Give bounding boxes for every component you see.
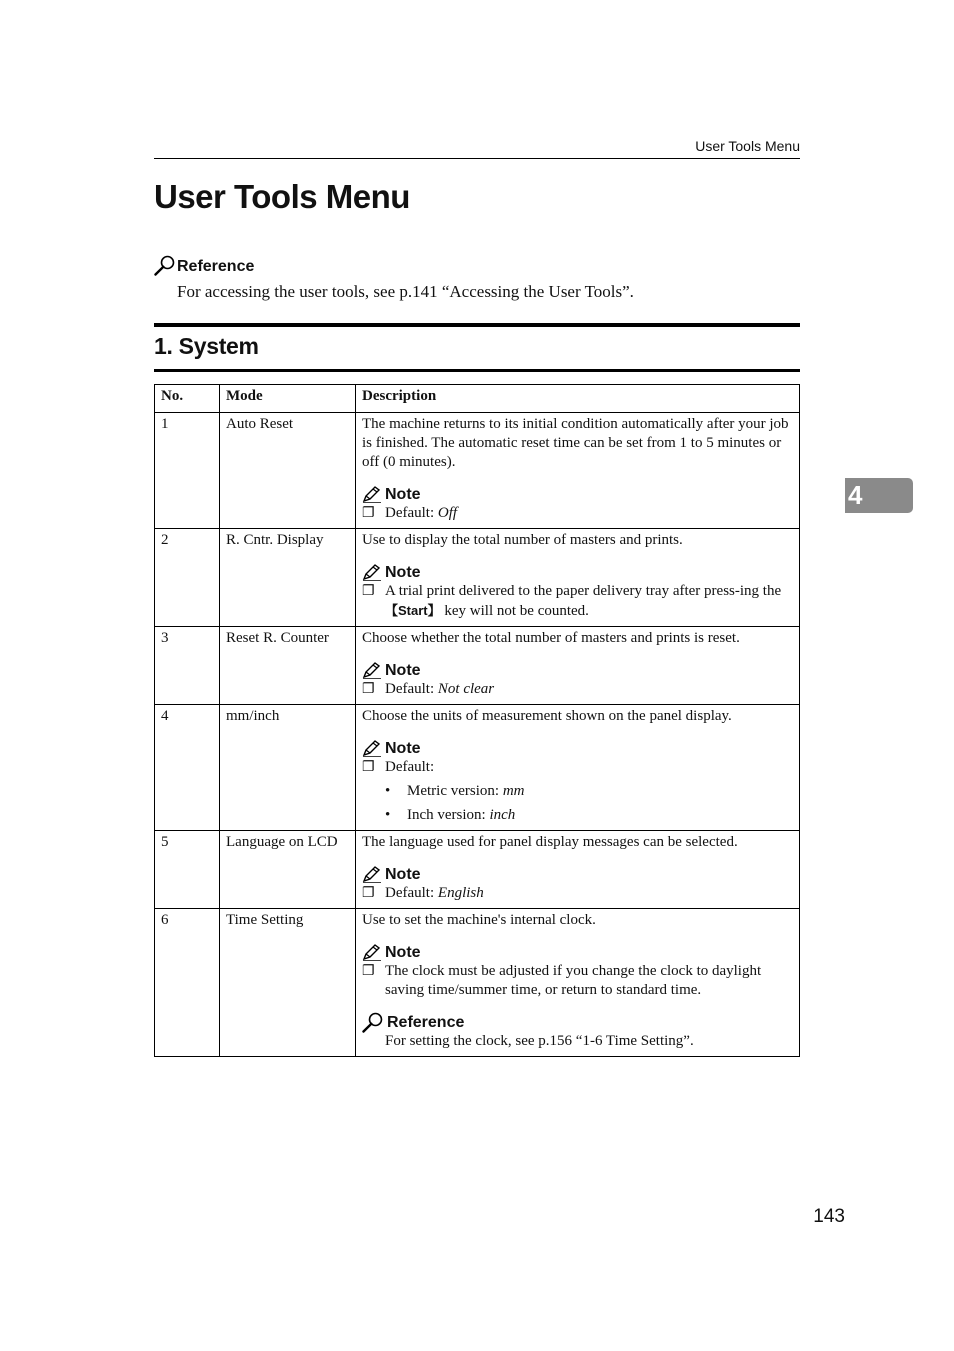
row-description [356, 529, 800, 627]
note-heading [362, 660, 793, 680]
bullet-label: Inch version: [407, 807, 490, 823]
table-row [155, 529, 800, 627]
bullet-value: inch [489, 807, 516, 823]
header-no: No. [155, 385, 220, 413]
pencil-icon [362, 739, 382, 757]
row-no: 3 [155, 627, 220, 705]
note-label: Note [385, 563, 421, 581]
row-no: 5 [155, 831, 220, 909]
reference-label: Reference [387, 1013, 465, 1031]
bullet-dot: • [385, 807, 391, 823]
header-rule [154, 158, 800, 159]
description-text: The language used for panel display messages can be selected. [362, 834, 738, 850]
section-rule-bottom [154, 369, 800, 372]
reference-heading-label: Reference [177, 258, 255, 275]
note-heading [362, 562, 793, 582]
note-prefix: Default: [385, 505, 438, 521]
note-text-before: A trial print delivered to the paper delivery tray after press-ing the [385, 583, 782, 599]
row-no: 1 [155, 413, 220, 529]
table-header-row [155, 385, 800, 413]
note-default-value: Off [437, 505, 458, 521]
page-title: User Tools Menu [154, 178, 410, 215]
row-mode: R. Cntr. Display [220, 529, 356, 627]
table-row [155, 831, 800, 909]
note-text: Default: [385, 759, 435, 775]
note-item [362, 884, 793, 903]
row-no: 4 [155, 705, 220, 831]
note-default-value: English [437, 885, 484, 901]
description-text: Choose whether the total number of masters and prints is reset. [362, 630, 740, 646]
checkbox-bullet: ❐ [362, 760, 375, 775]
pencil-icon [362, 563, 382, 581]
checkbox-bullet: ❐ [362, 886, 375, 901]
reference-heading [362, 1012, 793, 1032]
table-row [155, 413, 800, 529]
note-heading [362, 484, 793, 504]
pencil-icon [362, 943, 382, 961]
note-label: Note [385, 943, 421, 961]
section-title: 1. System [154, 333, 259, 359]
note-label: Note [385, 739, 421, 757]
note-text-after: key will not be counted. [440, 603, 589, 619]
checkbox-bullet: ❐ [362, 964, 375, 979]
row-no: 6 [155, 909, 220, 1057]
reference-text: For setting the clock, see p.156 “1-6 Time Setting”. [385, 1033, 694, 1049]
bullet-item [362, 806, 793, 825]
header-description: Description [356, 385, 800, 413]
row-mode: Time Setting [220, 909, 356, 1057]
row-mode: Reset R. Counter [220, 627, 356, 705]
note-item [362, 504, 793, 523]
checkbox-bullet: ❐ [362, 682, 375, 697]
note-prefix: Default: [385, 885, 438, 901]
row-no: 2 [155, 529, 220, 627]
note-item [362, 758, 793, 777]
note-item [362, 582, 793, 621]
magnifier-icon [154, 255, 176, 276]
bullet-item [362, 782, 793, 801]
reference-text: For accessing the user tools, see p.141 “Accessing the User Tools”. [177, 282, 634, 301]
note-item [362, 680, 793, 699]
row-description [356, 705, 800, 831]
running-header: User Tools Menu [695, 138, 800, 154]
note-text: The clock must be adjusted if you change the clock to daylight saving time/summer time, or return to standard time. [385, 963, 762, 998]
note-default-value: Not clear [437, 681, 495, 697]
row-mode: Auto Reset [220, 413, 356, 529]
pencil-icon [362, 485, 382, 503]
pencil-icon [362, 661, 382, 679]
note-label: Note [385, 865, 421, 883]
row-description [356, 831, 800, 909]
note-item [362, 962, 793, 1000]
description-text: Choose the units of measurement shown on the panel display. [362, 708, 732, 724]
pencil-icon [362, 865, 382, 883]
page-number: 143 [813, 1206, 845, 1227]
bullet-label: Metric version: [407, 783, 503, 799]
note-heading [362, 738, 793, 758]
system-settings-table [154, 384, 800, 1057]
description-text: Use to display the total number of masters and prints. [362, 532, 683, 548]
table-row [155, 909, 800, 1057]
description-text: Use to set the machine's internal clock. [362, 912, 596, 928]
note-label: Note [385, 661, 421, 679]
section-rule-top [154, 323, 800, 327]
description-text: The machine returns to its initial condition automatically after your job is finished. The automatic reset time can be set from 1 to 5 minutes or off (0 minutes). [362, 416, 789, 470]
note-heading [362, 864, 793, 884]
row-mode: mm/inch [220, 705, 356, 831]
checkbox-bullet: ❐ [362, 584, 375, 599]
row-description [356, 413, 800, 529]
header-mode: Mode [220, 385, 356, 413]
start-key-label: 【Start】 [385, 603, 441, 618]
reference-heading [154, 255, 254, 276]
checkbox-bullet: ❐ [362, 506, 375, 521]
note-heading [362, 942, 793, 962]
note-prefix: Default: [385, 681, 438, 697]
bullet-dot: • [385, 783, 391, 799]
table-row [155, 705, 800, 831]
row-description [356, 627, 800, 705]
magnifier-icon [362, 1012, 384, 1033]
bullet-value: mm [502, 783, 525, 799]
row-mode: Language on LCD [220, 831, 356, 909]
row-description [356, 909, 800, 1057]
note-label: Note [385, 485, 421, 503]
chapter-tab: 4 [845, 478, 913, 513]
table-row [155, 627, 800, 705]
